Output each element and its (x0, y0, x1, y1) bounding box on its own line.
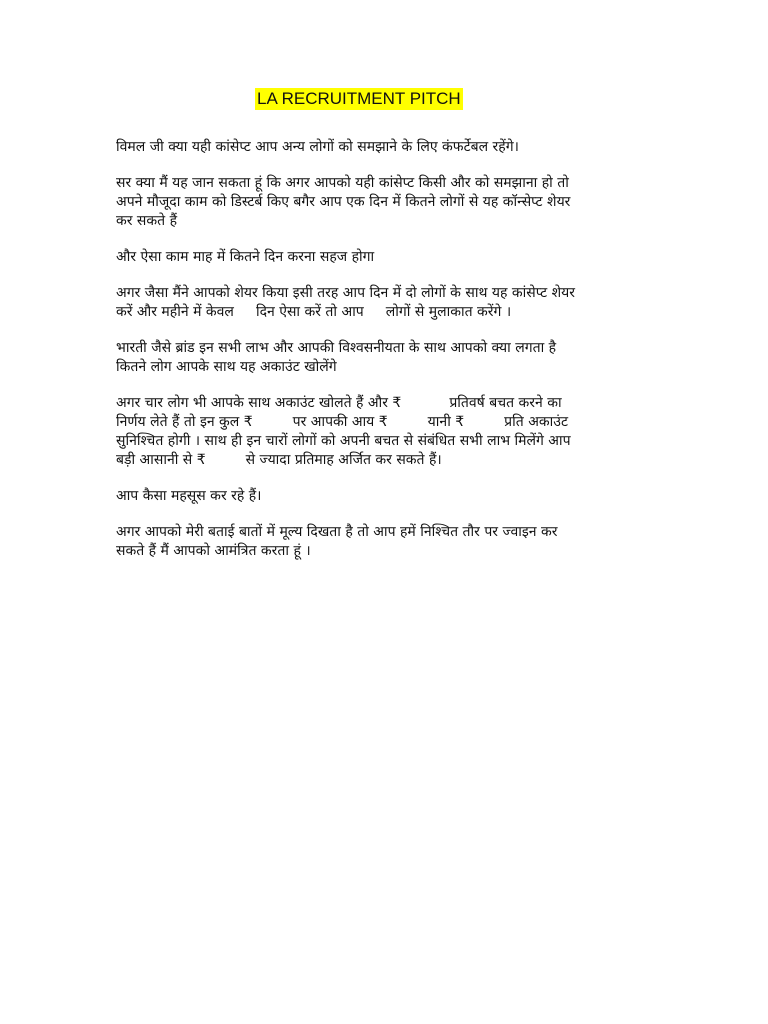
paragraph-5 (116, 339, 656, 377)
text-segment: दिन ऐसा करें तो आप (255, 304, 364, 320)
paragraph-8 (116, 523, 656, 561)
text-segment: प्रति अकाउंट (504, 414, 568, 430)
paragraph-4 (116, 284, 656, 322)
text-segment: अगर चार लोग भी आपके साथ अकाउंट खोलते हैं और ₹ (116, 395, 402, 411)
paragraph-line-with-blanks (116, 413, 656, 432)
text-segment: निर्णय लेते हैं तो इन कुल ₹ (116, 414, 253, 430)
text-segment: करें और महीने में केवल (116, 304, 234, 320)
paragraph-2 (116, 174, 656, 231)
text-segment: लोगों से मुलाकात करेंगे । (385, 304, 512, 320)
text-segment: प्रतिवर्ष बचत करने का (449, 395, 562, 411)
paragraph-3 (116, 248, 656, 267)
paragraph-line: भारती जैसे ब्रांड इन सभी लाभ और आपकी विश्वसनीयता के साथ आपको क्या लगता है (116, 340, 557, 356)
paragraph-line: आप कैसा महसूस कर रहे हैं। (116, 488, 262, 504)
paragraph-line: सर क्या मैं यह जान सकता हूं कि अगर आपको यही कांसेप्ट किसी और को समझाना हो तो (116, 175, 569, 191)
paragraph-line: कर सकते हैं (116, 213, 178, 229)
paragraph-line: सुनिश्चित होगी । साथ ही इन चारों लोगों को अपनी बचत से संबंधित सभी लाभ मिलेंगे आप (116, 433, 571, 449)
paragraph-line: सकते हैं मैं आपको आमंत्रित करता हूं । (116, 543, 311, 559)
paragraph-line-with-blanks (116, 394, 656, 413)
title-container (255, 88, 463, 110)
document-body (116, 138, 656, 578)
paragraph-6 (116, 394, 656, 470)
text-segment: बड़ी आसानी से ₹ (116, 452, 206, 468)
paragraph-line: अगर जैसा मैंने आपको शेयर किया इसी तरह आप दिन में दो लोगों के साथ यह कांसेप्ट शेयर (116, 285, 575, 301)
paragraph-line: अपने मौजूदा काम को डिस्टर्ब किए बगैर आप एक दिन में कितने लोगों से यह कॉन्सेप्ट शेयर (116, 194, 571, 210)
paragraph-line: विमल जी क्या यही कांसेप्ट आप अन्य लोगों को समझाने के लिए कंफर्टेबल रहेंगे। (116, 139, 519, 155)
paragraph-line: कितने लोग आपके साथ यह अकाउंट खोलेंगे (116, 359, 337, 375)
paragraph-line: अगर आपको मेरी बताई बातों में मूल्य दिखता है तो आप हमें निश्चित तौर पर ज्वाइन कर (116, 524, 558, 540)
text-segment: से ज्यादा प्रतिमाह अर्जित कर सकते हैं। (245, 452, 442, 468)
paragraph-line-with-blanks (116, 451, 656, 470)
text-segment: यानी ₹ (427, 414, 465, 430)
paragraph-line: और ऐसा काम माह में कितने दिन करना सहज होगा (116, 249, 375, 265)
paragraph-1 (116, 138, 656, 157)
paragraph-line-with-blanks (116, 303, 656, 322)
text-segment: पर आपकी आय ₹ (292, 414, 388, 430)
document-title: LA RECRUITMENT PITCH (257, 89, 461, 108)
paragraph-7 (116, 487, 656, 506)
